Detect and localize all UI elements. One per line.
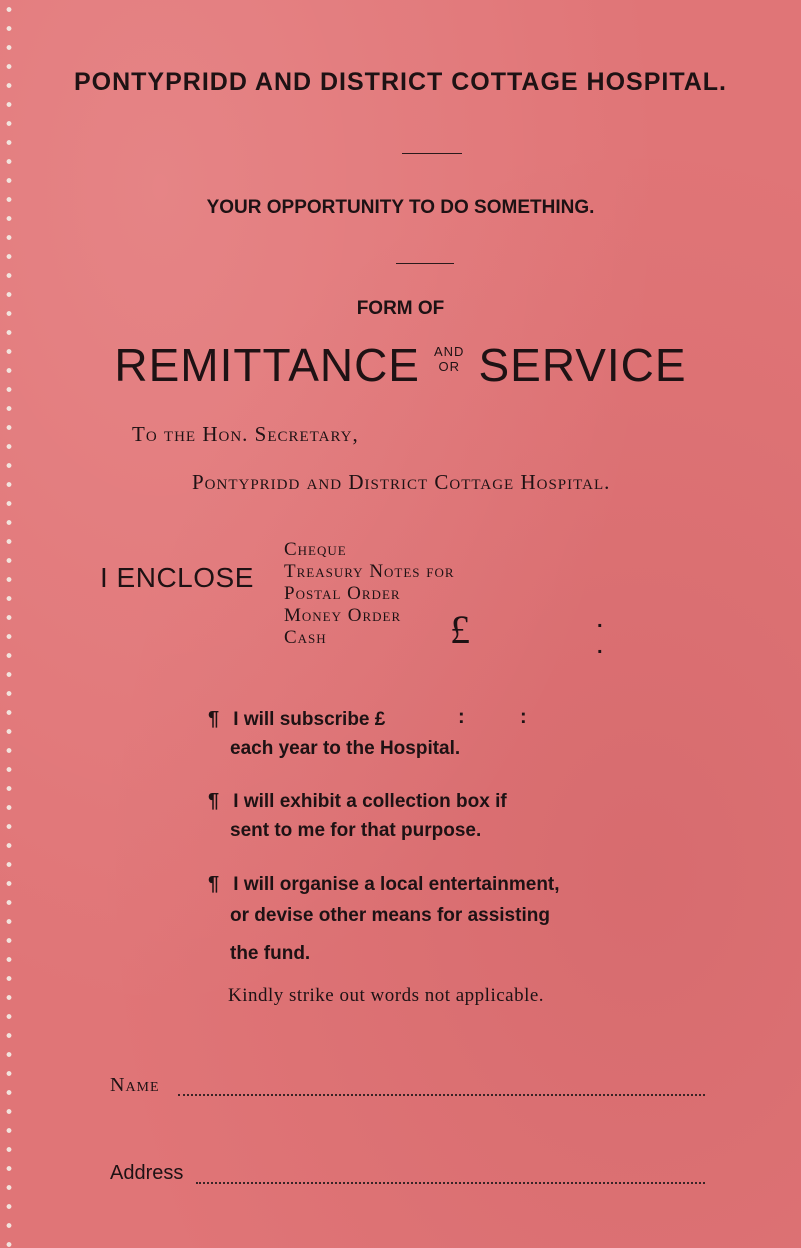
amount-separator-1: . [597,610,603,632]
or-word: OR [438,359,460,374]
pilcrow-icon: ¶ [208,873,220,895]
enclose-label: I ENCLOSE [100,562,254,593]
subscribe-line-2: each year to the Hospital. [230,738,461,759]
name-label: Name [110,1074,160,1096]
organise-line-2: or devise other means for assisting [230,905,550,926]
remittance-service-heading [0,338,801,392]
name-field[interactable] [178,1094,705,1096]
address-field[interactable] [196,1182,705,1184]
perforated-edge [4,0,14,1248]
addressee-line-1: To the Hon. Secretary, [132,422,359,446]
pilcrow-icon: ¶ [208,790,220,812]
organise-line-3: the fund. [230,943,311,964]
divider-top [402,153,462,154]
amount-separator-2: . [597,636,603,658]
tagline: YOUR OPPORTUNITY TO DO SOMETHING. [206,197,595,218]
subscribe-colon-2: : [520,706,527,728]
pound-sign: £ [450,607,470,652]
pilcrow-icon: ¶ [208,708,220,730]
remittance-word: REMITTANCE [114,339,420,391]
strike-out-note: Kindly strike out words not applicable. [228,985,545,1006]
option-exhibit[interactable] [208,790,507,813]
method-cash: Cash [284,627,327,648]
hospital-title: PONTYPRIDD AND DISTRICT COTTAGE HOSPITAL. [73,68,728,96]
method-cheque: Cheque [284,539,347,560]
service-word: SERVICE [478,339,687,391]
option-subscribe[interactable] [208,708,385,731]
organise-line-1: I will organise a local entertainment, [233,874,560,895]
payment-methods-list [284,539,455,649]
option-organise[interactable] [208,873,560,896]
addressee-line-2: Pontypridd and District Cottage Hospital. [192,470,611,494]
form-of-heading: FORM OF [356,298,445,319]
subscribe-colon-1: : [458,706,465,728]
exhibit-line-1: I will exhibit a collection box if [233,791,507,812]
method-postal-order: Postal Order [284,583,401,604]
address-label: Address [110,1162,184,1184]
and-or-stack [434,344,464,374]
divider-middle [396,263,454,264]
method-money-order: Money Order [284,605,402,626]
subscribe-line-1: I will subscribe £ [233,709,386,730]
and-word: AND [434,344,465,359]
method-treasury-notes: Treasury Notes for [284,561,455,582]
exhibit-line-2: sent to me for that purpose. [230,820,482,841]
